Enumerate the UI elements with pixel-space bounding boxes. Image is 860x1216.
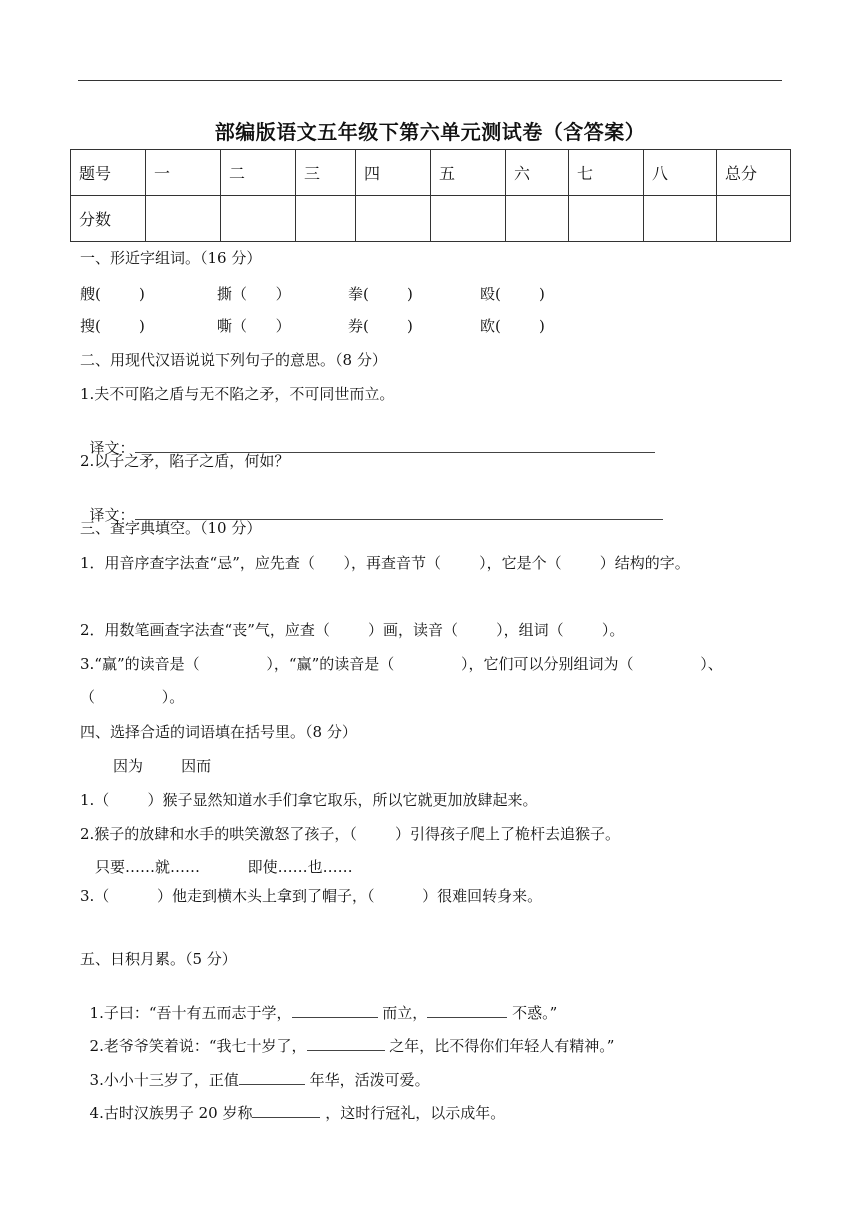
header-cell: 七 xyxy=(569,150,644,196)
translation-label: 译文： xyxy=(89,439,135,457)
score-table-score-row xyxy=(71,196,791,242)
word-choices-1: 因为 因而 xyxy=(113,757,212,775)
score-cell[interactable] xyxy=(296,196,356,242)
section-4-heading: 四、选择合适的词语填在括号里。（8 分） xyxy=(80,723,357,741)
question-3-1: 1．用音序查字法查“忌”，应先查（ ），再查音节（ ），它是个（ ）结构的字。 xyxy=(80,554,690,572)
question-text: 不惑。” xyxy=(507,1004,558,1022)
score-cell[interactable] xyxy=(506,196,569,242)
score-cell[interactable] xyxy=(569,196,644,242)
header-rule xyxy=(78,80,782,81)
header-cell: 四 xyxy=(356,150,431,196)
question-4-1: 1.（ ）猴子显然知道水手们拿它取乐，所以它就更加放肆起来。 xyxy=(80,791,538,809)
word-pair-item: 撕（ ） xyxy=(217,285,291,303)
score-cell[interactable] xyxy=(146,196,221,242)
question-3-3: 3.“赢”的读音是（ ），“赢”的读音是（ ），它们可以分别组词为（ ）、 xyxy=(80,655,723,673)
question-5-4 xyxy=(80,1083,505,1123)
question-2-2: 2.以子之矛，陷子之盾，何如？ xyxy=(80,452,290,470)
score-table xyxy=(70,149,791,242)
score-cell[interactable] xyxy=(717,196,791,242)
fill-blank[interactable] xyxy=(252,1103,320,1118)
header-cell: 二 xyxy=(221,150,296,196)
word-pair-item: 券( ) xyxy=(348,317,413,335)
header-cell: 题号 xyxy=(71,150,146,196)
header-cell: 三 xyxy=(296,150,356,196)
word-pair-item: 殴( ) xyxy=(480,285,545,303)
question-text: 年华，活泼可爱。 xyxy=(304,1071,430,1089)
header-cell: 五 xyxy=(431,150,506,196)
question-text: ，这时行冠礼，以示成年。 xyxy=(320,1104,506,1122)
header-cell: 一 xyxy=(146,150,221,196)
question-text: 之年，比不得你们年轻人有精神。” xyxy=(384,1037,615,1055)
word-pair-item: 嘶（ ） xyxy=(217,317,291,335)
section-1-heading: 一、形近字组词。（16 分） xyxy=(80,249,262,267)
header-cell: 总分 xyxy=(717,150,791,196)
question-3-2: 2．用数笔画查字法查“丧”气，应查（ ）画，读音（ ），组词（ ）。 xyxy=(80,621,625,639)
word-pair-item: 欧( ) xyxy=(480,317,545,335)
translation-label: 译文： xyxy=(89,506,135,524)
score-cell[interactable] xyxy=(431,196,506,242)
header-cell: 八 xyxy=(644,150,717,196)
question-4-3: 3.（ ）他走到横木头上拿到了帽子，（ ）很难回转身来。 xyxy=(80,887,543,905)
score-cell[interactable] xyxy=(221,196,296,242)
word-pair-item: 搜( ) xyxy=(80,317,145,335)
question-text: 2.老爷爷笑着说：“我七十岁了， xyxy=(89,1037,307,1055)
word-pair-item: 拳( ) xyxy=(348,285,413,303)
question-2-1: 1.夫不可陷之盾与无不陷之矛，不可同世而立。 xyxy=(80,385,395,403)
header-cell: 六 xyxy=(506,150,569,196)
question-text: 1.子曰：“吾十有五而志于学， xyxy=(89,1004,292,1022)
question-text: 3.小小十三岁了，正值 xyxy=(89,1071,239,1089)
question-text: 4.古时汉族男子 20 岁称 xyxy=(89,1104,253,1122)
section-5-heading: 五、日积月累。（5 分） xyxy=(80,950,237,968)
question-text: 而立， xyxy=(377,1004,428,1022)
row-label-cell: 分数 xyxy=(71,196,146,242)
fill-blank[interactable] xyxy=(307,1036,385,1051)
word-pair-item: 艘( ) xyxy=(80,285,145,303)
score-cell[interactable] xyxy=(356,196,431,242)
word-choices-2: 只要……就…… 即使……也…… xyxy=(95,858,353,876)
page-title: 部编版语文五年级下第六单元测试卷（含答案） xyxy=(214,120,646,144)
score-table-header-row xyxy=(71,150,791,196)
section-3-heading: 三、查字典填空。（10 分） xyxy=(80,519,262,537)
score-cell[interactable] xyxy=(644,196,717,242)
question-4-2: 2.猴子的放肆和水手的哄笑激怒了孩子，（ ）引得孩子爬上了桅杆去追猴子。 xyxy=(80,825,620,843)
section-2-heading: 二、用现代汉语说说下列句子的意思。（8 分） xyxy=(80,351,387,369)
question-3-3-continued: （ ）。 xyxy=(80,688,185,706)
